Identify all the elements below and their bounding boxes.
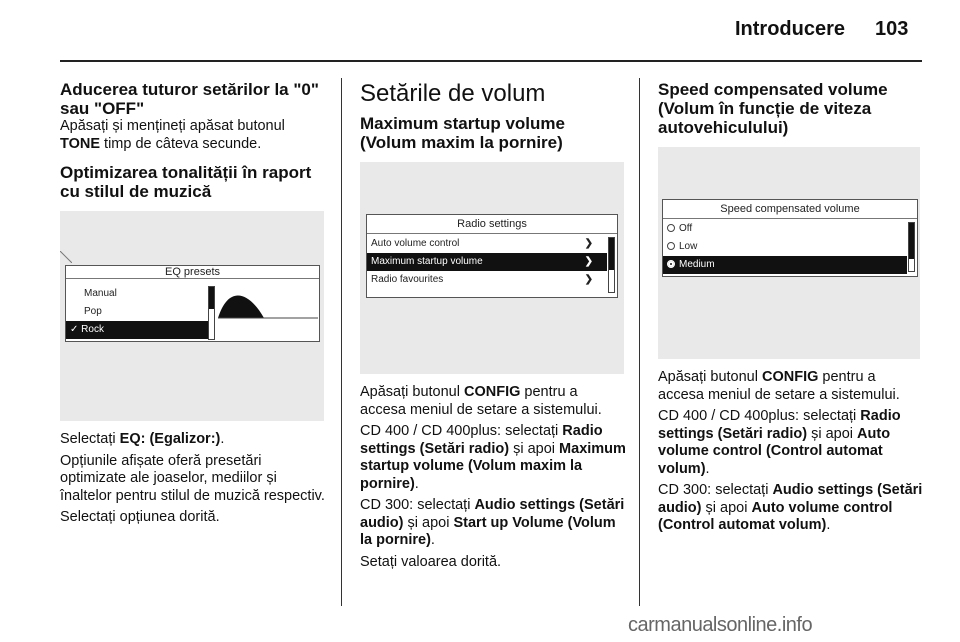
optimize-heading: Optimizarea tonalității în raport cu stilul de muzică xyxy=(60,163,312,201)
column-2 xyxy=(360,80,626,571)
eq-presets-screenshot xyxy=(60,211,324,421)
check-icon: ✓ xyxy=(70,324,79,335)
cd300-instruction: CD 300: selectați Audio settings (Setări audio) și apoi Start up Volume (Volum la pornire). xyxy=(360,497,625,548)
scrollbar[interactable] xyxy=(908,222,915,272)
set-value-text: Setați valoarea dorită. xyxy=(360,553,502,570)
scrollbar[interactable] xyxy=(208,286,215,340)
eq-item-rock[interactable] xyxy=(66,321,208,339)
radio-selected-icon xyxy=(667,260,675,268)
chevron-right-icon: ❯ xyxy=(584,274,593,285)
option-off[interactable]: Off xyxy=(663,220,907,238)
radio-settings-screenshot xyxy=(360,162,624,374)
select-eq-text: Selectați EQ: (Egalizor:). xyxy=(60,431,225,447)
reset-text: Apăsați și mențineți apăsat butonul TONE timp de câteva secunde. xyxy=(60,118,285,152)
config-instruction: Apăsați butonul CONFIG pentru a accesa meniul de setare a sistemului. xyxy=(360,384,602,418)
scrollbar-thumb[interactable] xyxy=(909,223,914,259)
page-number: 103 xyxy=(875,18,909,40)
scrollbar-thumb[interactable] xyxy=(609,238,614,270)
scrollbar[interactable] xyxy=(608,237,615,293)
column-divider xyxy=(341,78,342,606)
option-medium[interactable]: Medium xyxy=(663,256,907,274)
corner-mark xyxy=(60,251,72,263)
eq-item-label: Rock xyxy=(81,324,104,335)
options-description: Opțiunile afișate oferă presetări optimizate ale joaselor, mediilor și înaltelor pentru stilul de muzică respectiv. xyxy=(60,452,325,504)
menu-item-auto-volume[interactable]: Auto volume control ❯ xyxy=(367,235,607,253)
speed-volume-display xyxy=(662,199,918,277)
speed-volume-title: Speed compensated volume xyxy=(663,200,917,219)
speed-volume-screenshot xyxy=(658,147,920,359)
page-header-title: Introducere xyxy=(735,18,846,40)
eq-item-pop[interactable]: Pop xyxy=(84,306,102,317)
option-low[interactable]: Low xyxy=(663,238,907,256)
eq-presets-display xyxy=(65,265,320,342)
menu-item-radio-favourites[interactable]: Radio favourites ❯ xyxy=(367,271,607,289)
column-divider xyxy=(639,78,640,606)
radio-icon xyxy=(667,224,675,232)
cd300-instruction: CD 300: selectați Audio settings (Setări audio) și apoi Auto volume control (Control automat volum). xyxy=(658,482,923,533)
header-divider xyxy=(60,60,922,62)
scrollbar-thumb[interactable] xyxy=(209,287,214,309)
volume-settings-heading: Setările de volum xyxy=(360,80,546,107)
reset-heading: Aducerea tuturor setărilor la "0" sau "OFF" xyxy=(60,80,319,118)
radio-icon xyxy=(667,242,675,250)
chevron-right-icon: ❯ xyxy=(584,256,593,267)
cd400-instruction: CD 400 / CD 400plus: selectați Radio settings (Setări radio) și apoi Auto volume control (Control automat volum). xyxy=(658,408,901,477)
speed-compensated-heading: Speed compensated volume (Volum în funcție de viteza autovehiculului) xyxy=(658,80,888,137)
eq-presets-title: EQ presets xyxy=(66,266,319,279)
radio-settings-title: Radio settings xyxy=(367,215,617,234)
watermark: carmanualsonline.info xyxy=(628,614,813,636)
choose-option-text: Selectați opțiunea dorită. xyxy=(60,509,220,525)
max-startup-volume-heading: Maximum startup volume (Volum maxim la pornire) xyxy=(360,114,565,152)
eq-item-manual[interactable]: Manual xyxy=(84,288,117,299)
column-1 xyxy=(60,80,326,527)
cd400-instruction: CD 400 / CD 400plus: selectați Radio settings (Setări radio) și apoi Maximum startup volume (Volum maxim la pornire). xyxy=(360,423,626,492)
config-instruction: Apăsați butonul CONFIG pentru a accesa meniul de setare a sistemului. xyxy=(658,369,900,403)
eq-curve-graphic xyxy=(218,286,318,340)
menu-item-max-startup-volume[interactable]: Maximum startup volume ❯ xyxy=(367,253,607,271)
column-3 xyxy=(658,80,924,535)
radio-settings-display xyxy=(366,214,618,298)
chevron-right-icon: ❯ xyxy=(584,238,593,249)
